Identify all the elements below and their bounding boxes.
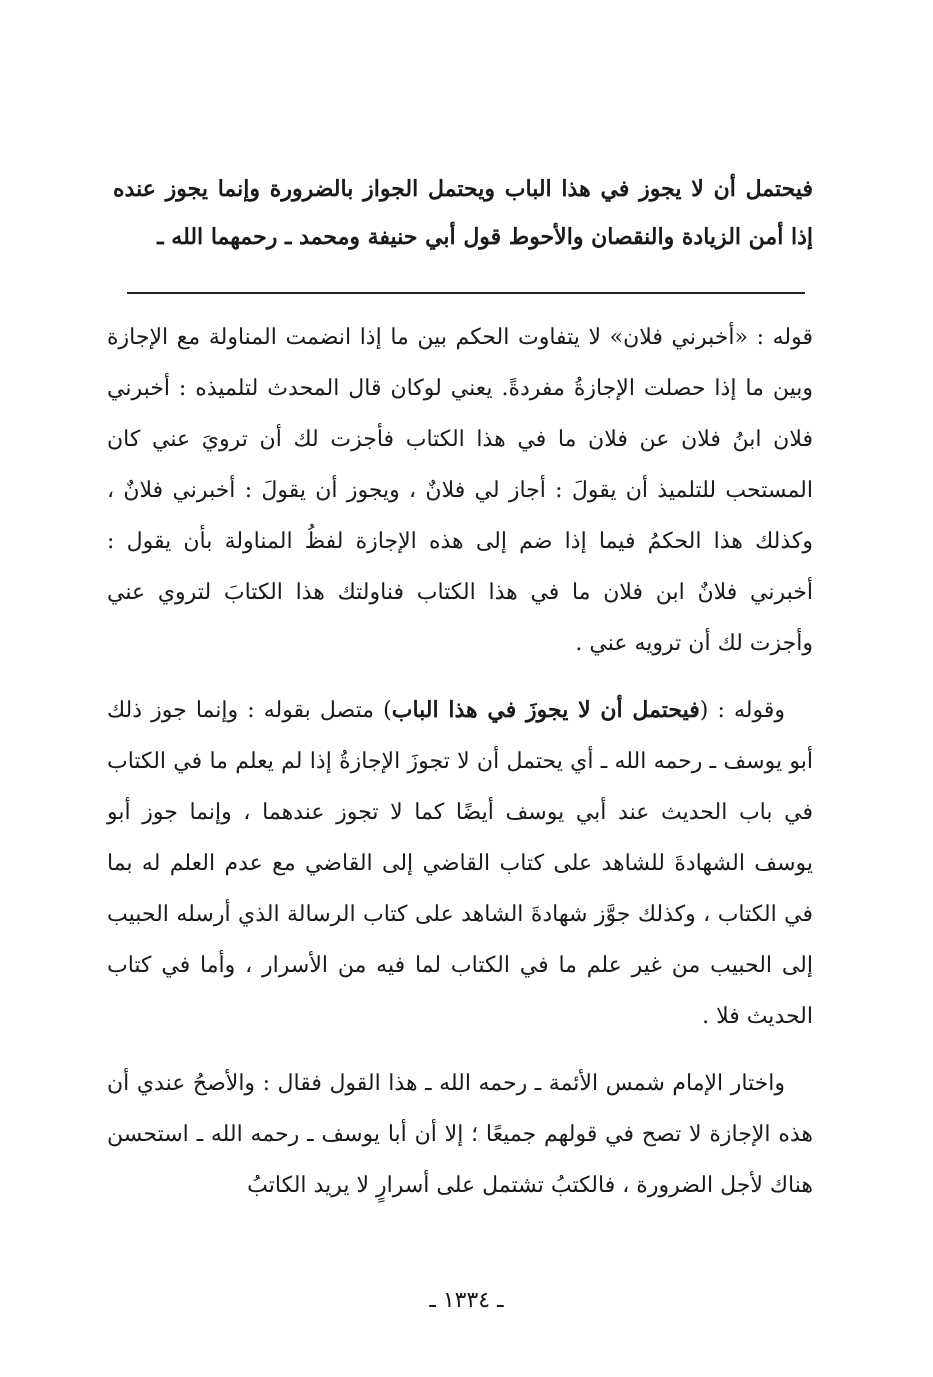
page-number: ـ ١٣٣٤ ـ [429, 1288, 504, 1313]
matn-text-body: فيحتمل أن لا يجوز في هذا الباب ويحتمل الجواز بالضرورة وإنما يجوز عنده إذا أمن الزيادة والنقصان والأحوط قول أبي حنيفة ومحمد ـ رحمهما الله ـ [113, 176, 813, 250]
commentary-paragraph-3: واختار الإمام شمس الأئمة ـ رحمه الله ـ هذا القول فقال : والأصحُ عندي أن هذه الإجازة لا تصح في قولهم جميعًا ؛ إلا أن أبا يوسف ـ رحمه الله ـ استحسن هناك لأجل الضرورة ، فالكتبُ تشتمل على أسرارٍ لا يريد الكاتبُ [107, 1071, 813, 1198]
commentary-paragraph-2-body: ) متصل بقوله : وإنما جوز ذلك أبو يوسف ـ رحمه الله ـ أي يحتمل أن لا تجوزَ الإجازةُ إذا لم يعلم ما في الكتاب في باب الحديث عند أبي يوسف أيضًا كما لا تجوز عندهما ، وإنما جوز أبو يوسف الشهادةَ للشاهد على كتاب القاضي إلى القاضي مع عدم العلم له بما في الكتاب ، وكذلك جوَّز شهادةَ الشاهد على كتاب الرسالة الذي أرسله الحبيب إلى الحبيب من غير علم ما في الكتاب لما فيه من الأسرار ، وأما في كتاب الحديث فلا . [107, 698, 813, 1029]
commentary-paragraph-1: قوله : «أخبرني فلان» لا يتفاوت الحكم بين ما إذا انضمت المناولة مع الإجازة وبين ما إذا حصلت الإجازةُ مفردةً. يعني لوكان قال المحدث لتلميذه : أخبرني فلان ابنُ فلان عن فلان ما في هذا الكتاب فأجزت لك أن ترويَ عني كان المستحب للتلميذ أن يقولَ : أجاز لي فلانٌ ، ويجوز أن يقولَ : أخبرني فلانٌ ، وكذلك هذا الحكمُ فيما إذا ضم إلى هذه الإجازة لفظُ المناولة بأن يقول : أخبرني فلانٌ ابن فلان ما في هذا الكتاب فناولتك هذا الكتابَ لتروي عني وأجزت لك أن ترويه عني . [107, 325, 813, 656]
commentary [107, 312, 813, 1227]
commentary-paragraph-2-intro: وقوله : ( [699, 698, 785, 723]
matn-text [113, 165, 813, 261]
matn-quote: فيحتمل أن لا يجوزَ في هذا الباب [391, 697, 700, 723]
commentary-paragraph-2 [107, 685, 813, 1042]
separator-rule [127, 292, 805, 294]
